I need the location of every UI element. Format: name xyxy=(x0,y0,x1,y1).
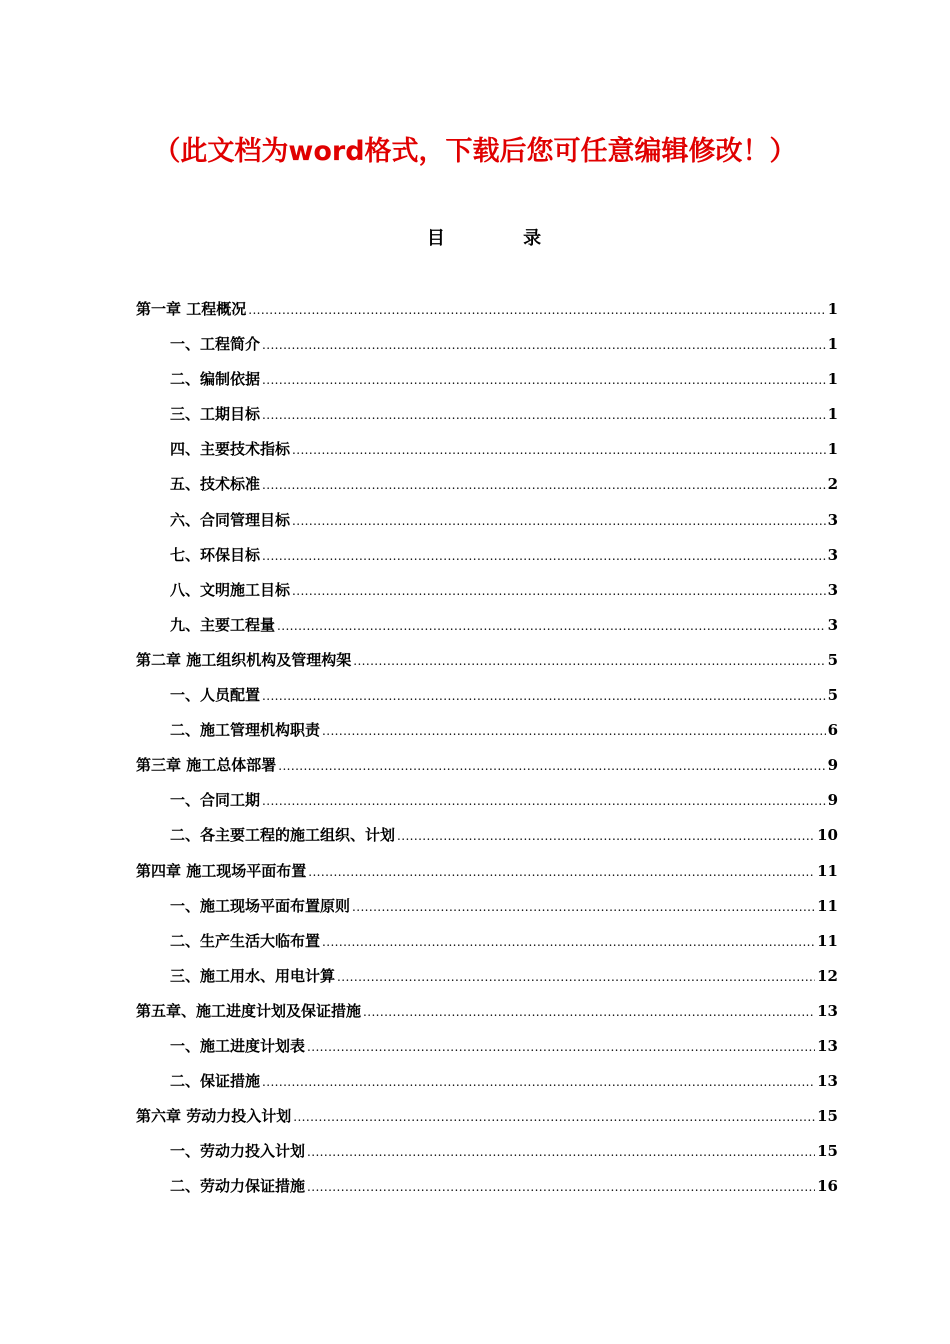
toc-dot-leader xyxy=(277,609,826,644)
toc-page-number: 10 xyxy=(817,826,838,845)
toc-dot-leader xyxy=(352,890,815,925)
toc-dot-leader xyxy=(292,504,826,539)
toc-section-row[interactable] xyxy=(136,889,838,924)
toc-chapter-row[interactable] xyxy=(136,643,838,678)
toc-dot-leader xyxy=(322,925,815,960)
toc-page-number: 13 xyxy=(817,1072,838,1091)
toc-entry-label: 第五章、施工进度计划及保证措施 xyxy=(136,1001,362,1020)
toc-page-number: 12 xyxy=(817,966,838,985)
toc-dot-leader xyxy=(353,644,825,679)
toc-dot-leader xyxy=(307,1135,815,1170)
toc-page-number: 1 xyxy=(827,405,838,424)
toc-page-number: 16 xyxy=(817,1177,838,1196)
toc-entry-label: 七、环保目标 xyxy=(170,545,261,564)
toc-dot-leader xyxy=(262,784,826,819)
toc-page-number: 1 xyxy=(827,300,838,318)
toc-dot-leader xyxy=(307,1030,815,1065)
toc-dot-leader xyxy=(308,855,815,890)
toc-section-row[interactable] xyxy=(136,327,838,362)
toc-page-number: 15 xyxy=(817,1107,838,1126)
toc-entry-label: 三、工期目标 xyxy=(170,405,261,424)
toc-entry-label: 九、主要工程量 xyxy=(170,615,276,634)
toc-dot-leader xyxy=(292,574,826,609)
toc-dot-leader xyxy=(262,468,826,503)
toc-entry-label: 二、各主要工程的施工组织、计划 xyxy=(170,826,396,845)
toc-section-row[interactable] xyxy=(136,783,838,818)
toc-page-number: 11 xyxy=(817,931,838,950)
toc-dot-leader xyxy=(322,714,826,749)
toc-section-row[interactable] xyxy=(136,924,838,959)
toc-dot-leader xyxy=(337,960,815,995)
toc-entry-label: 一、施工现场平面布置原则 xyxy=(170,896,351,915)
toc-page-number: 13 xyxy=(817,1001,838,1020)
toc-page-number: 6 xyxy=(827,721,838,740)
toc-title: 目 录 xyxy=(426,228,578,249)
toc-entry-label: 六、合同管理目标 xyxy=(170,510,291,529)
toc-entry-label: 八、文明施工目标 xyxy=(170,580,291,599)
toc-chapter-row[interactable] xyxy=(136,292,838,327)
toc-section-row[interactable] xyxy=(136,1169,838,1204)
toc-section-row[interactable] xyxy=(136,503,838,538)
toc-dot-leader xyxy=(278,749,825,784)
toc-chapter-row[interactable] xyxy=(136,854,838,889)
toc-page-number: 5 xyxy=(827,650,838,669)
toc-section-row[interactable] xyxy=(136,538,838,573)
toc-chapter-row[interactable] xyxy=(136,748,838,783)
toc-dot-leader xyxy=(262,363,826,398)
toc-section-row[interactable] xyxy=(136,608,838,643)
document-banner: （此文档为word格式，下载后您可任意编辑修改！） xyxy=(153,136,797,167)
toc-section-row[interactable] xyxy=(136,1134,838,1169)
toc-entry-label: 二、编制依据 xyxy=(170,370,261,389)
toc-section-row[interactable] xyxy=(136,959,838,994)
toc-page-number: 2 xyxy=(827,475,838,494)
toc-page-number: 1 xyxy=(827,335,838,354)
toc-entry-label: 二、劳动力保证措施 xyxy=(170,1177,306,1196)
toc-section-row[interactable] xyxy=(136,573,838,608)
toc-page-number: 3 xyxy=(827,510,838,529)
toc-section-row[interactable] xyxy=(136,362,838,397)
toc-page-number: 13 xyxy=(817,1036,838,1055)
toc-section-row[interactable] xyxy=(136,432,838,467)
toc-dot-leader xyxy=(363,995,815,1030)
toc-entry-label: 一、工程简介 xyxy=(170,335,261,354)
toc-dot-leader xyxy=(262,328,826,363)
toc-dot-leader xyxy=(262,1065,815,1100)
toc-page-number: 3 xyxy=(827,545,838,564)
toc-entry-label: 一、劳动力投入计划 xyxy=(170,1142,306,1161)
toc-entry-label: 第一章 工程概况 xyxy=(136,300,247,318)
toc-section-row[interactable] xyxy=(136,818,838,853)
toc-dot-leader xyxy=(397,819,815,854)
toc-entry-label: 第二章 施工组织机构及管理构架 xyxy=(136,650,352,669)
toc-dot-leader xyxy=(292,433,826,468)
toc-page-number: 15 xyxy=(817,1142,838,1161)
toc-page-number: 11 xyxy=(817,861,838,880)
toc-entry-label: 二、施工管理机构职责 xyxy=(170,721,321,740)
toc-entry-label: 一、合同工期 xyxy=(170,791,261,810)
toc-entry-label: 第四章 施工现场平面布置 xyxy=(136,861,307,880)
toc-page-number: 3 xyxy=(827,615,838,634)
toc-section-row[interactable] xyxy=(136,397,838,432)
toc-entry-label: 第三章 施工总体部署 xyxy=(136,756,277,775)
toc-dot-leader xyxy=(307,1170,815,1205)
toc-page-number: 11 xyxy=(817,896,838,915)
toc-page-number: 9 xyxy=(827,756,838,775)
toc-entry-label: 第六章 劳动力投入计划 xyxy=(136,1107,292,1126)
toc-entry-label: 三、施工用水、用电计算 xyxy=(170,966,336,985)
toc-page-number: 1 xyxy=(827,370,838,389)
toc-entry-label: 四、主要技术指标 xyxy=(170,440,291,459)
toc-dot-leader xyxy=(262,679,826,714)
toc-page-number: 9 xyxy=(827,791,838,810)
toc-dot-leader xyxy=(262,398,826,433)
toc-entry-label: 一、施工进度计划表 xyxy=(170,1036,306,1055)
toc-dot-leader xyxy=(262,539,826,574)
table-of-contents xyxy=(136,292,838,1204)
toc-section-row[interactable] xyxy=(136,678,838,713)
toc-chapter-row[interactable] xyxy=(136,994,838,1029)
toc-section-row[interactable] xyxy=(136,1064,838,1099)
toc-section-row[interactable] xyxy=(136,467,838,502)
toc-chapter-row[interactable] xyxy=(136,1099,838,1134)
toc-entry-label: 二、保证措施 xyxy=(170,1072,261,1091)
toc-page-number: 5 xyxy=(827,686,838,705)
toc-entry-label: 一、人员配置 xyxy=(170,686,261,705)
toc-page-number: 1 xyxy=(827,440,838,459)
toc-dot-leader xyxy=(248,293,825,328)
toc-page-number: 3 xyxy=(827,580,838,599)
toc-section-row[interactable] xyxy=(136,1029,838,1064)
toc-entry-label: 五、技术标准 xyxy=(170,475,261,494)
toc-dot-leader xyxy=(293,1100,815,1135)
toc-section-row[interactable] xyxy=(136,713,838,748)
toc-entry-label: 二、生产生活大临布置 xyxy=(170,931,321,950)
